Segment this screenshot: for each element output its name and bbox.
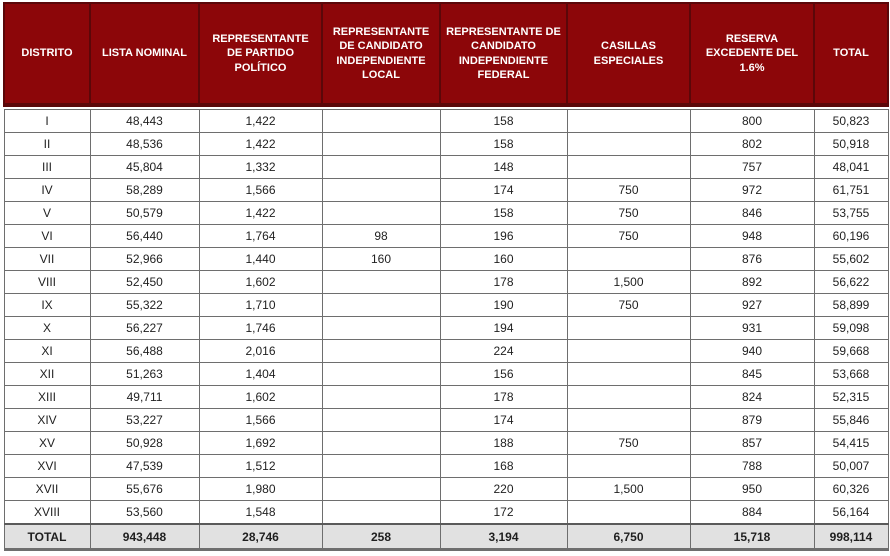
cell-value (322, 501, 440, 525)
cell-value: 168 (440, 455, 567, 478)
cell-value: 174 (440, 409, 567, 432)
total-row (4, 524, 888, 550)
cell-value: 50,918 (814, 133, 888, 156)
table-row (4, 156, 888, 179)
cell-value: 56,227 (90, 317, 199, 340)
cell-value: 53,227 (90, 409, 199, 432)
total-cell-lista-nominal: 943,448 (90, 524, 199, 550)
cell-value: 56,440 (90, 225, 199, 248)
table-row (4, 133, 888, 156)
column-header-rep-partido-politico: REPRESENTANTE DE PARTIDO POLÍTICO (199, 3, 322, 105)
cell-value: 59,668 (814, 340, 888, 363)
cell-value: 148 (440, 156, 567, 179)
cell-value (322, 294, 440, 317)
cell-distrito: II (4, 133, 90, 156)
cell-value: 59,098 (814, 317, 888, 340)
cell-distrito: XI (4, 340, 90, 363)
cell-value: 1,710 (199, 294, 322, 317)
cell-value: 948 (690, 225, 814, 248)
cell-value: 1,602 (199, 386, 322, 409)
cell-value: 757 (690, 156, 814, 179)
cell-distrito: XVI (4, 455, 90, 478)
table-row (4, 110, 888, 133)
cell-value: 158 (440, 202, 567, 225)
cell-value: 1,692 (199, 432, 322, 455)
table-row (4, 340, 888, 363)
cell-value: 54,415 (814, 432, 888, 455)
cell-value: 56,488 (90, 340, 199, 363)
cell-value (322, 340, 440, 363)
cell-value: 1,512 (199, 455, 322, 478)
cell-value: 196 (440, 225, 567, 248)
cell-value: 750 (567, 179, 690, 202)
column-header-rep-cand-indep-federal: REPRESENTANTE DE CANDIDATO INDEPENDIENTE FEDERAL (440, 3, 567, 105)
cell-value: 52,450 (90, 271, 199, 294)
total-cell-casillas: 6,750 (567, 524, 690, 550)
cell-distrito: XV (4, 432, 90, 455)
cell-value: 48,536 (90, 133, 199, 156)
cell-value: 53,668 (814, 363, 888, 386)
cell-value: 750 (567, 225, 690, 248)
cell-value (567, 110, 690, 133)
cell-distrito: I (4, 110, 90, 133)
cell-value: 53,560 (90, 501, 199, 525)
cell-value: 750 (567, 432, 690, 455)
cell-value (322, 409, 440, 432)
column-header-distrito: DISTRITO (4, 3, 90, 105)
cell-value: 178 (440, 271, 567, 294)
cell-distrito: XII (4, 363, 90, 386)
cell-value: 45,804 (90, 156, 199, 179)
cell-value: 824 (690, 386, 814, 409)
cell-distrito: VI (4, 225, 90, 248)
cell-value: 190 (440, 294, 567, 317)
cell-distrito: XVII (4, 478, 90, 501)
table-row (4, 386, 888, 409)
cell-value: 178 (440, 386, 567, 409)
total-cell-indep-federal: 3,194 (440, 524, 567, 550)
cell-value (322, 271, 440, 294)
cell-value: 750 (567, 294, 690, 317)
total-cell-rep-partido: 28,746 (199, 524, 322, 550)
cell-value (567, 363, 690, 386)
cell-value: 49,711 (90, 386, 199, 409)
column-header-reserva-excedente: RESERVA EXCEDENTE DEL 1.6% (690, 3, 814, 105)
cell-value (322, 317, 440, 340)
cell-value: 1,404 (199, 363, 322, 386)
table-row (4, 455, 888, 478)
cell-value: 2,016 (199, 340, 322, 363)
cell-value: 58,899 (814, 294, 888, 317)
cell-value: 50,823 (814, 110, 888, 133)
cell-value: 55,602 (814, 248, 888, 271)
cell-value (567, 133, 690, 156)
table-row (4, 432, 888, 455)
cell-value (322, 179, 440, 202)
cell-value (322, 156, 440, 179)
cell-value: 55,676 (90, 478, 199, 501)
cell-value (567, 386, 690, 409)
table-row (4, 294, 888, 317)
cell-value: 172 (440, 501, 567, 525)
cell-value: 98 (322, 225, 440, 248)
table-body (4, 110, 888, 525)
cell-value: 876 (690, 248, 814, 271)
cell-value: 52,966 (90, 248, 199, 271)
total-cell-total: 998,114 (814, 524, 888, 550)
cell-value: 940 (690, 340, 814, 363)
cell-value: 53,755 (814, 202, 888, 225)
cell-distrito: VII (4, 248, 90, 271)
cell-value: 1,746 (199, 317, 322, 340)
cell-value: 972 (690, 179, 814, 202)
table-header (4, 3, 888, 110)
cell-value: 160 (322, 248, 440, 271)
cell-value: 1,440 (199, 248, 322, 271)
cell-value: 156 (440, 363, 567, 386)
cell-value: 750 (567, 202, 690, 225)
cell-distrito: III (4, 156, 90, 179)
header-row (4, 3, 888, 105)
cell-distrito: V (4, 202, 90, 225)
cell-value: 52,315 (814, 386, 888, 409)
cell-value: 950 (690, 478, 814, 501)
cell-value (322, 455, 440, 478)
cell-value: 800 (690, 110, 814, 133)
table-row (4, 202, 888, 225)
cell-value: 788 (690, 455, 814, 478)
cell-value: 845 (690, 363, 814, 386)
cell-value (567, 248, 690, 271)
cell-value: 48,443 (90, 110, 199, 133)
cell-value: 48,041 (814, 156, 888, 179)
cell-distrito: XVIII (4, 501, 90, 525)
cell-value: 47,539 (90, 455, 199, 478)
cell-value: 931 (690, 317, 814, 340)
cell-value: 1,566 (199, 179, 322, 202)
cell-value: 1,764 (199, 225, 322, 248)
table-row (4, 271, 888, 294)
cell-value (322, 478, 440, 501)
table-row (4, 478, 888, 501)
cell-value: 1,500 (567, 271, 690, 294)
cell-value: 158 (440, 133, 567, 156)
cell-value: 56,622 (814, 271, 888, 294)
column-header-casillas-especiales: CASILLAS ESPECIALES (567, 3, 690, 105)
total-cell-indep-local: 258 (322, 524, 440, 550)
cell-value: 60,326 (814, 478, 888, 501)
table-row (4, 179, 888, 202)
cell-value: 160 (440, 248, 567, 271)
cell-value: 892 (690, 271, 814, 294)
cell-value: 1,422 (199, 110, 322, 133)
table-row (4, 501, 888, 525)
cell-value: 879 (690, 409, 814, 432)
cell-value: 174 (440, 179, 567, 202)
total-cell-reserva: 15,718 (690, 524, 814, 550)
cell-value: 194 (440, 317, 567, 340)
district-results-table (3, 2, 889, 551)
cell-value: 1,566 (199, 409, 322, 432)
cell-value: 50,928 (90, 432, 199, 455)
cell-value (322, 110, 440, 133)
cell-value: 188 (440, 432, 567, 455)
cell-distrito: VIII (4, 271, 90, 294)
cell-value (322, 363, 440, 386)
cell-value: 1,422 (199, 202, 322, 225)
cell-distrito: X (4, 317, 90, 340)
cell-value (322, 432, 440, 455)
cell-value: 1,500 (567, 478, 690, 501)
cell-value (567, 317, 690, 340)
column-header-rep-cand-indep-local: REPRESENTANTE DE CANDIDATO INDEPENDIENTE LOCAL (322, 3, 440, 105)
cell-value: 857 (690, 432, 814, 455)
cell-value: 61,751 (814, 179, 888, 202)
table-row (4, 248, 888, 271)
cell-value: 802 (690, 133, 814, 156)
cell-value: 158 (440, 110, 567, 133)
cell-value (322, 202, 440, 225)
cell-distrito: XIII (4, 386, 90, 409)
cell-value (322, 386, 440, 409)
cell-value: 50,579 (90, 202, 199, 225)
cell-value: 1,602 (199, 271, 322, 294)
cell-value (567, 455, 690, 478)
cell-value: 1,980 (199, 478, 322, 501)
cell-value: 220 (440, 478, 567, 501)
cell-value: 58,289 (90, 179, 199, 202)
cell-value: 224 (440, 340, 567, 363)
total-label: TOTAL (4, 524, 90, 550)
column-header-lista-nominal: LISTA NOMINAL (90, 3, 199, 105)
table-row (4, 363, 888, 386)
cell-value (567, 340, 690, 363)
cell-value: 927 (690, 294, 814, 317)
column-header-total: TOTAL (814, 3, 888, 105)
cell-distrito: XIV (4, 409, 90, 432)
cell-value: 1,332 (199, 156, 322, 179)
cell-distrito: IX (4, 294, 90, 317)
cell-value: 884 (690, 501, 814, 525)
cell-value (567, 501, 690, 525)
cell-value (567, 156, 690, 179)
table-row (4, 225, 888, 248)
cell-value: 1,422 (199, 133, 322, 156)
cell-value: 846 (690, 202, 814, 225)
cell-value: 51,263 (90, 363, 199, 386)
cell-value: 55,322 (90, 294, 199, 317)
table-row (4, 409, 888, 432)
cell-value (567, 409, 690, 432)
cell-distrito: IV (4, 179, 90, 202)
cell-value: 55,846 (814, 409, 888, 432)
cell-value: 50,007 (814, 455, 888, 478)
cell-value: 56,164 (814, 501, 888, 525)
cell-value: 60,196 (814, 225, 888, 248)
cell-value: 1,548 (199, 501, 322, 525)
table-footer (4, 524, 888, 550)
cell-value (322, 133, 440, 156)
table-row (4, 317, 888, 340)
